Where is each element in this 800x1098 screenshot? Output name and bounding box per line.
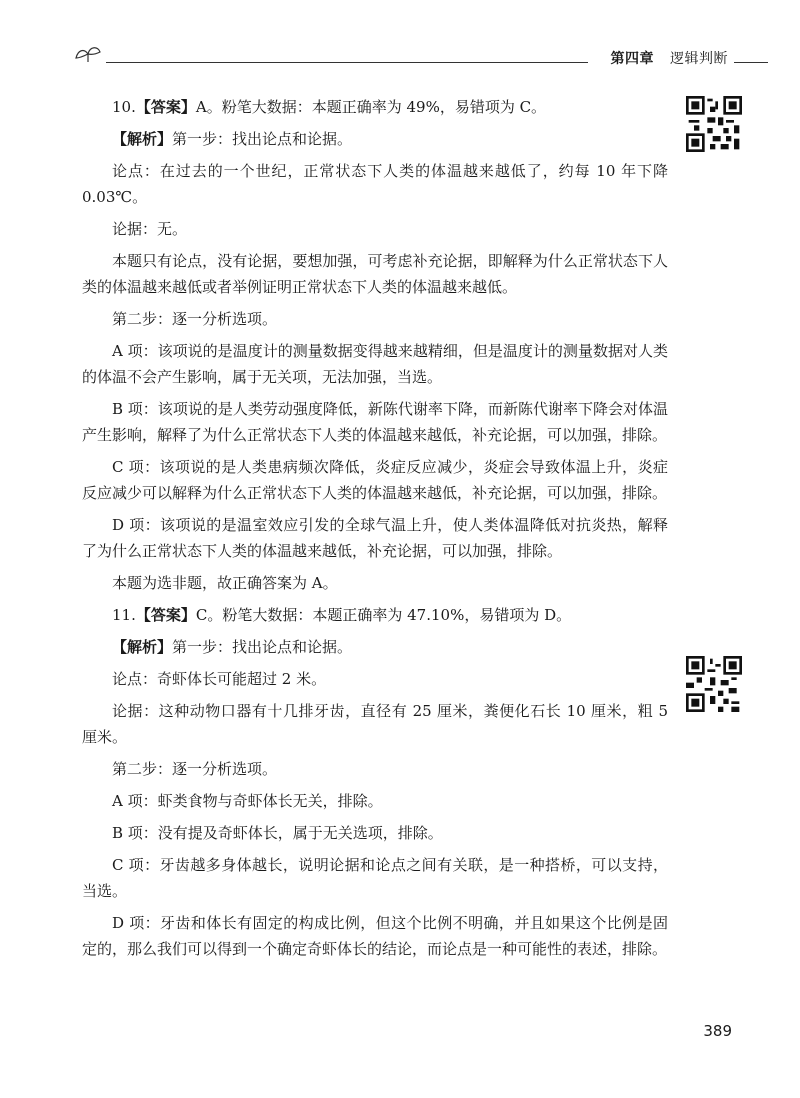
q10-answer-line [82, 94, 668, 120]
chapter-title: 逻辑判断 [670, 51, 728, 67]
q11-analysis-line [82, 634, 668, 660]
q10-note: 本题只有论点，没有论据，要想加强，可考虑补充论据，即解释为什么正常状态下人类的体温越来越低或者举例证明正常状态下人类的体温越来越低。 [82, 252, 668, 296]
q11-step2: 第二步：逐一分析选项。 [112, 760, 278, 778]
header-rule [106, 62, 588, 63]
q11-answer-line [82, 602, 668, 628]
q10-step2: 第二步：逐一分析选项。 [112, 310, 278, 328]
q10-lunju: 论据：无。 [112, 220, 188, 238]
chapter-number: 第四章 [610, 51, 654, 67]
q11-answer-tag: 【答案】 [135, 606, 196, 624]
q10-option-d: D 项：该项说的是温室效应引发的全球气温上升，使人类体温降低对抗炎热，解释了为什么正常状态下人类的体温越来越低，补充论据，可以加强，排除。 [82, 516, 668, 560]
q10-conclusion: 本题为选非题，故正确答案为 A。 [112, 574, 338, 592]
leaf-logo-icon [72, 40, 106, 64]
q10-number: 10. [112, 98, 136, 116]
q10-answer-tag: 【答案】 [135, 98, 196, 116]
q11-option-c: C 项：牙齿越多身体越长，说明论据和论点之间有关联，是一种搭桥，可以支持，当选。 [82, 856, 668, 900]
q10-option-c: C 项：该项说的是人类患病频次降低，炎症反应减少，炎症会导致体温上升，炎症反应减少可以解释为什么正常状态下人类的体温越来越低，补充论据，可以加强，排除。 [82, 458, 668, 502]
q11-lunju: 论据：这种动物口器有十几排牙齿，直径有 25 厘米，粪便化石长 10 厘米，粗 5 厘米。 [82, 702, 668, 746]
q10-lundian: 论点：在过去的一个世纪，正常状态下人类的体温越来越低了，约每 10 年下降 0.03℃。 [82, 162, 668, 206]
q10-analysis-line [82, 126, 668, 152]
page-number: 389 [703, 1022, 732, 1040]
qr-code-icon[interactable] [686, 96, 742, 152]
q11-option-d: D 项：牙齿和体长有固定的构成比例，但这个比例不明确，并且如果这个比例是固定的，那么我们可以得到一个确定奇虾体长的结论，而论点是一种可能性的表述，排除。 [82, 914, 668, 958]
q10-answer-text: A。粉笔大数据：本题正确率为 49%，易错项为 C。 [195, 98, 547, 116]
q10-analysis-text: 第一步：找出论点和论据。 [172, 130, 353, 148]
header-rule-right [734, 62, 768, 63]
q11-analysis-tag: 【解析】 [112, 638, 173, 656]
q10-option-b: B 项：该项说的是人类劳动强度降低，新陈代谢率下降，而新陈代谢率下降会对体温产生影响，解释了为什么正常状态下人类的体温越来越低，补充论据，可以加强，排除。 [82, 400, 668, 444]
q10-option-a: A 项：该项说的是温度计的测量数据变得越来越精细，但是温度计的测量数据对人类的体温不会产生影响，属于无关项，无法加强，当选。 [82, 342, 668, 386]
q11-number: 11. [112, 606, 136, 624]
page-header [72, 40, 768, 70]
q11-option-a: A 项：虾类食物与奇虾体长无关，排除。 [112, 792, 383, 810]
q11-answer-text: C。粉笔大数据：本题正确率为 47.10%，易错项为 D。 [195, 606, 572, 624]
q11-lundian: 论点：奇虾体长可能超过 2 米。 [112, 670, 327, 688]
chapter-label [611, 48, 729, 68]
qr-code-icon[interactable] [686, 656, 742, 712]
page-content [82, 94, 668, 968]
q11-analysis-text: 第一步：找出论点和论据。 [172, 638, 353, 656]
q11-option-b: B 项：没有提及奇虾体长，属于无关选项，排除。 [112, 824, 443, 842]
q10-analysis-tag: 【解析】 [112, 130, 173, 148]
